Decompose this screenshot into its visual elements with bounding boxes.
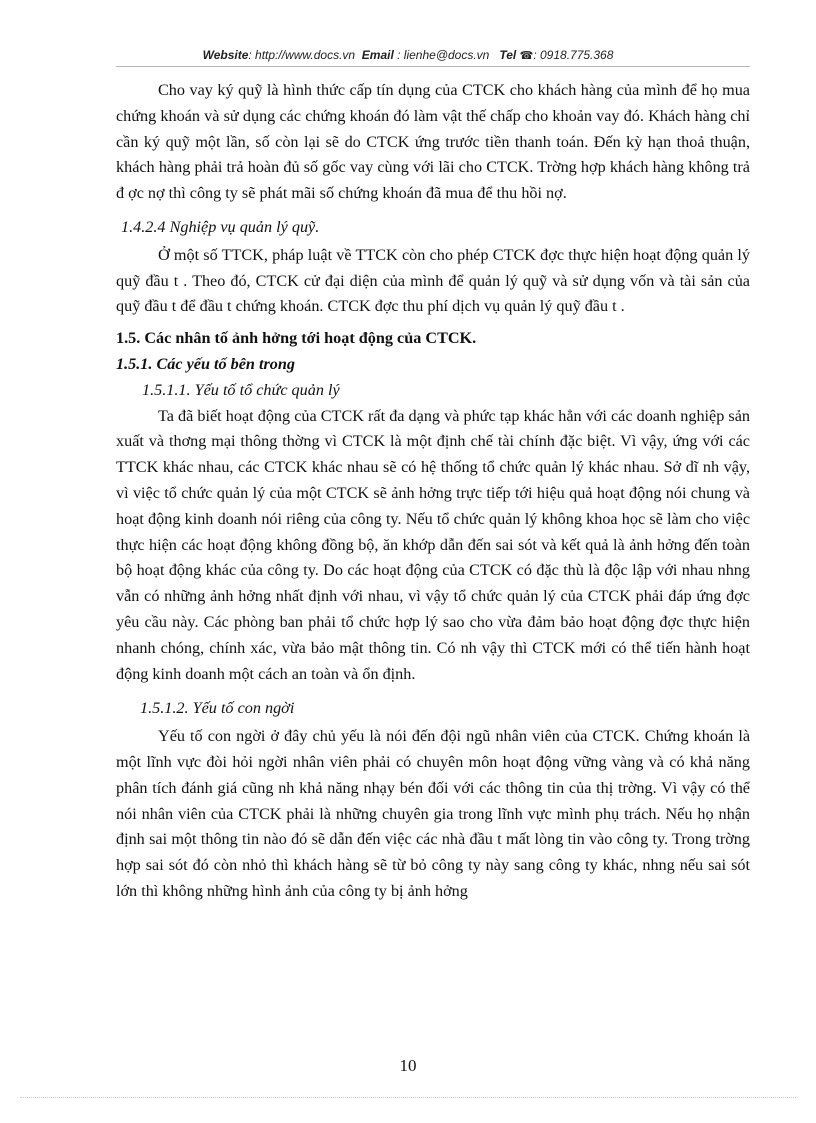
page-number: 10: [399, 1056, 417, 1075]
paragraph-margin-lending: Cho vay ký quỹ là hình thức cấp tín dụng của CTCK cho khách hàng của mình để họ mua chứng khoán và sử dụng các chứng khoán đó làm vật thế chấp cho khoản vay đó. Khách hàng chỉ cần ký quỹ một lần, số còn lại sẽ do CTCK ứng trước tiền thanh toán. Đến kỳ hạn thoả thuận, khách hàng phải trả hoàn đủ số gốc vay cùng với lãi cho CTCK. Trờng hợp khách hàng không trả đ ợc nợ thì công ty sẽ phát mãi số chứng khoán đã mua để thu hồi nợ.: [116, 81, 750, 203]
tel-label: Tel: [499, 48, 517, 62]
paragraph-human-factor: Yếu tố con ngời ở đây chủ yếu là nói đến đội ngũ nhân viên của CTCK. Chứng khoán là một lĩnh vực đòi hỏi ngời nhân viên phải có chuyên môn hoạt động vững vàng và có khả năng phân tích đánh giá cũng nh khả năng nhạy bén đối với các thông tin của thị trờng. Vì vậy có thể nói nhân viên của CTCK phải là những chuyên gia trong lĩnh vực mình phụ trách. Nếu họ nhận định sai một thông tin nào đó sẽ dẫn đến việc các nhà đầu t mất lòng tin vào công ty. Trong trờng hợp sai sót đó còn nhỏ thì khách hàng sẽ từ bỏ công ty này sang công ty khác, nhng nếu sai sót lớn thì không những hình ảnh của công ty bị ảnh hởng: [116, 727, 750, 900]
heading-1-5-1-2: 1.5.1.2. Yếu tố con ngời: [140, 699, 295, 718]
page-header: [0, 48, 816, 62]
website-label: Website: [202, 48, 249, 62]
email-value: : lienhe@docs.vn: [397, 48, 490, 62]
phone-icon: ☎: [519, 50, 534, 62]
heading-1-5-1: 1.5.1. Các yếu tố bên trong: [116, 354, 295, 373]
heading-1-5: 1.5. Các nhân tố ảnh hởng tới hoạt động của CTCK.: [116, 329, 477, 348]
heading-1-5-1-1: 1.5.1.1. Yếu tố tổ chức quản lý: [142, 380, 340, 399]
document-body: [116, 78, 750, 905]
paragraph-fund-management: Ở một số TTCK, pháp luật về TTCK còn cho phép CTCK đợc thực hiện hoạt động quản lý quỹ đầu t . Theo đó, CTCK cử đại diện của mình để quản lý quỹ và sử dụng vốn và tài sản của quỹ đầu t để đầu t chứng khoán. CTCK đợc thu phí dịch vụ quản lý quỹ đầu t .: [116, 245, 750, 316]
website-value: : http://www.docs.vn: [248, 48, 356, 62]
paragraph-organization: Ta đã biết hoạt động của CTCK rất đa dạng và phức tạp khác hẳn với các doanh nghiệp sản xuất và thơng mại thông thờng vì CTCK là một định chế tài chính đặc biệt. Vì vậy, ứng với các TTCK khác nhau, các CTCK khác nhau sẽ có hệ thống tổ chức quản lý khác nhau. Sở dĩ nh vậy, vì việc tổ chức quản lý của một CTCK sẽ ảnh hởng trực tiếp tới hiệu quả hoạt động nói chung và hoạt động kinh doanh nói riêng của công ty. Nếu tổ chức quản lý không khoa học sẽ làm cho việc thực hiện các hoạt động không đồng bộ, ăn khớp dẫn đến sai sót và kết quả là ảnh hởng đến toàn bộ hoạt động khác của công ty. Do các hoạt động của CTCK có đặc thù là độc lập với nhau nhng vẫn có những ảnh hởng nhất định với nhau, vì vậy tổ chức quản lý của CTCK phải đáp ứng đợc yêu cầu này. Các phòng ban phải tổ chức hợp lý sao cho vừa đảm bảo hoạt động đợc thực hiện nhanh chóng, chính xác, vừa bảo mật thông tin. Có nh vậy thì CTCK mới có thể tiến hành hoạt động kinh doanh một cách an toàn và ổn định.: [116, 406, 750, 683]
tel-value: : 0918.775.368: [533, 48, 614, 62]
heading-1-4-2-4: 1.4.2.4 Nghiệp vụ quản lý quỹ.: [121, 217, 320, 236]
footer-divider: [20, 1097, 796, 1098]
email-label: Email: [361, 48, 394, 62]
header-divider: [116, 66, 750, 67]
